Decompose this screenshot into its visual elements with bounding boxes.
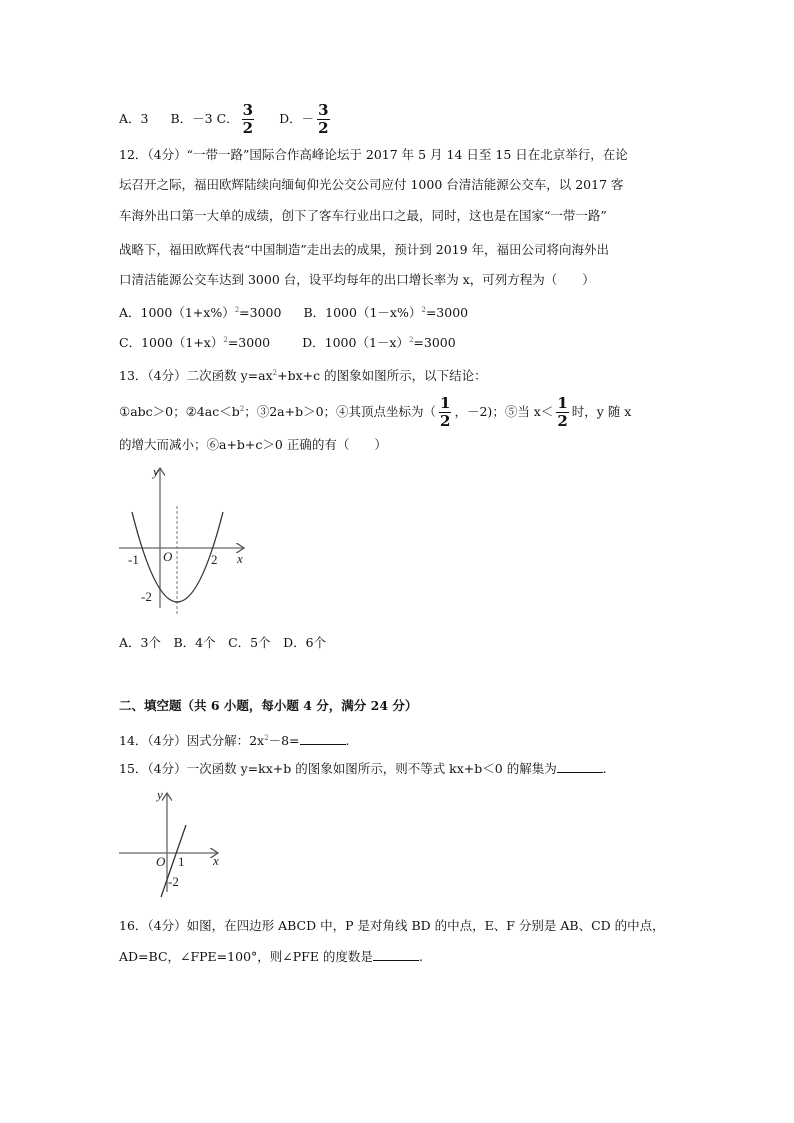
y-label: y	[157, 787, 163, 802]
q12-options-cd: C．$1000(1+x)^2=3000$ D．$1000(1-x)^2=3000$	[119, 335, 456, 351]
fraction: $\frac{3}{2}$	[318, 101, 329, 137]
answer-blank	[373, 948, 419, 961]
q16-line: 16．（4分）如图，在四边形 ABCD 中，P 是对角线 BD 的中点，E、F 分别是 AB、CD 的中点，	[119, 918, 665, 933]
q11-option-d: D．－	[279, 111, 315, 126]
q16-line2: AD=BC，∠FPE=100°，则∠PFE 的度数是 .	[119, 949, 423, 964]
q12-line: 口清洁能源公交车达到 3000 台，设平均每年的出口增长率为 x，可列方程为（ ）	[119, 272, 595, 287]
linear-graph	[119, 787, 219, 897]
q12-line: 12．（4分）“一带一路”国际合作高峰论坛于 2017 年 5 月 14 日至 15 日在北京举行，在论	[119, 147, 628, 162]
x-label: x	[213, 853, 219, 868]
tick-label-2: 2	[211, 552, 218, 567]
q14: 14．（4分）因式分解：$2x^2-8=$ .	[119, 733, 350, 749]
q12-line: 战略下，福田欧辉代表“中国制造”走出去的成果，预计到 2019 年，福田公司将向海外出	[119, 242, 610, 257]
q13-question: 的增大而减小；⑥a+b+c＞0 正确的有（ ）	[119, 437, 387, 452]
tick-label-neg2: -2	[141, 589, 152, 604]
q13-conclusions: ①abc＞0；$②4ac<b^2$；③2a+b＞0；④其顶点坐标为（ $\frac{1}{2}$ ，－2)；⑤当 x＜ $\frac{1}{2}$ 时，y 随 x	[119, 394, 632, 431]
q11-option-c: C．	[216, 111, 239, 126]
q13-options: A．3个 B．4个 C．5个 D．6个	[119, 635, 327, 650]
q12-options-ab: A．$1000(1+x\%)^2=3000$ B．$1000(1-x\%)^2=3000$	[119, 305, 469, 321]
tick-label-neg2: -2	[168, 874, 179, 889]
y-label: y	[153, 464, 159, 479]
q11-option-a: A．3	[119, 111, 149, 126]
tick-label-1: 1	[178, 854, 185, 869]
answer-blank	[557, 760, 603, 773]
fraction: $\frac{1}{2}$	[440, 394, 451, 431]
q13-stem: 13．（4分）二次函数 $y=ax^2+bx+c$ 的图象如图所示，以下结论：	[119, 368, 487, 384]
parabola-graph	[119, 464, 244, 616]
section-title: 二、填空题（共 6 小题，每小题 4 分，满分 24 分）	[119, 698, 418, 713]
q12-line: 坛召开之际，福田欧辉陆续向缅甸仰光公交公司应付 1000 台清洁能源公交车，以 2017 客	[119, 177, 624, 192]
fraction: $\frac{1}{2}$	[557, 394, 568, 431]
tick-label-neg1: -1	[128, 552, 139, 567]
q15: 15．（4分）一次函数 y=kx+b 的图象如图所示，则不等式 kx+b＜0 的解集为 .	[119, 761, 607, 776]
fraction: $\frac{3}{2}$	[242, 101, 254, 137]
q12-line: 车海外出口第一大单的成绩，创下了客车行业出口之最，同时，这也是在国家“一带一路”	[119, 208, 607, 223]
answer-blank	[300, 732, 346, 745]
origin-label: O	[163, 549, 173, 564]
q11-option-b: B．－3	[170, 111, 213, 126]
x-label: x	[237, 551, 243, 566]
origin-label: O	[156, 854, 166, 869]
